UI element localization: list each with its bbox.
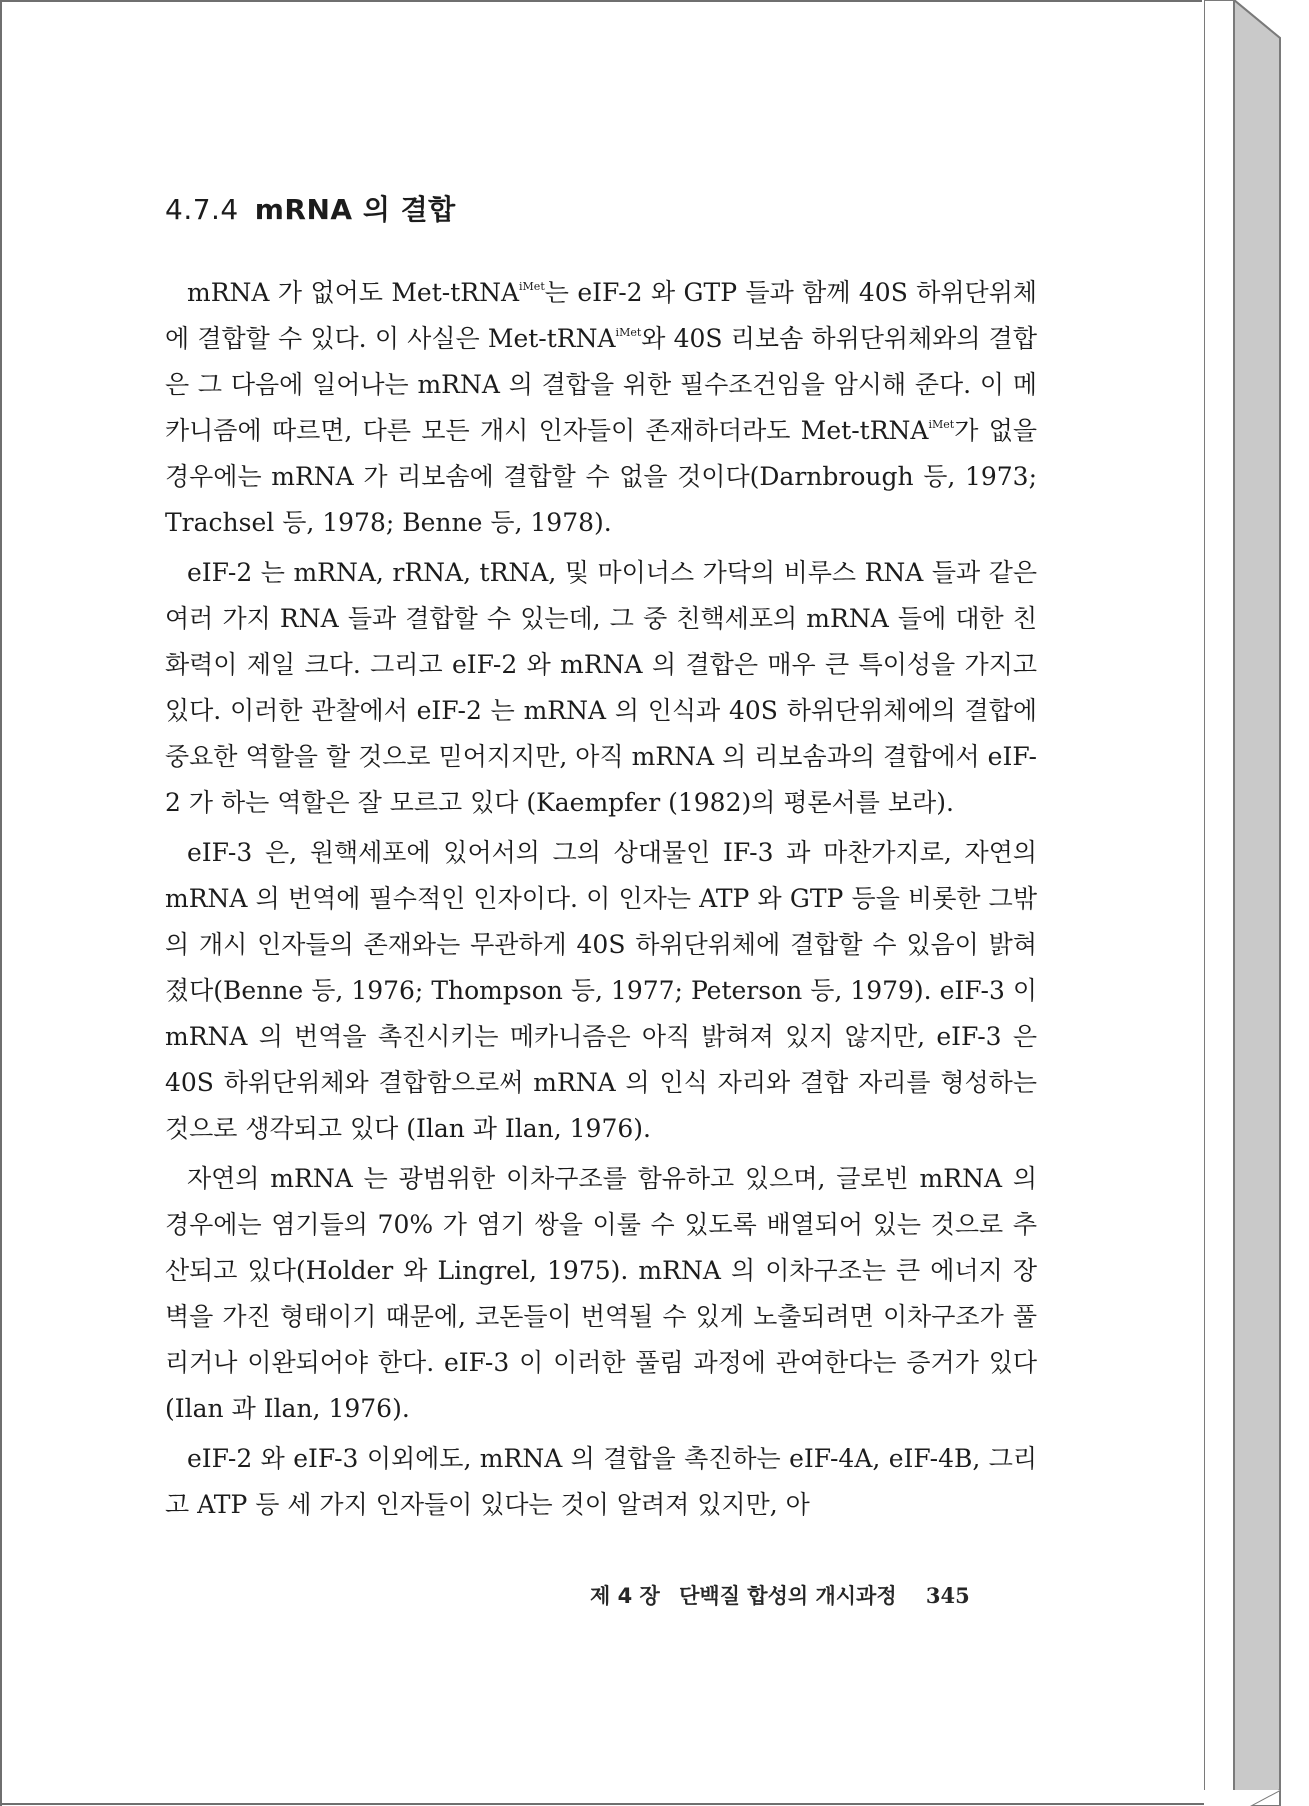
book-page-edge bbox=[1204, 0, 1309, 1806]
page-border-left bbox=[0, 0, 2, 1806]
paragraph-1-text-b: 는 eIF-2 와 GTP 들과 함께 40S 하위단위체에 결합할 수 있다. 이 사실은 Met-tRNA bbox=[165, 278, 1037, 353]
footer-chapter: 제 4 장 bbox=[590, 1584, 660, 1608]
page-border-bottom bbox=[0, 1803, 1228, 1805]
superscript-met: Met bbox=[522, 279, 545, 293]
section-number: 4.7.4 bbox=[165, 193, 239, 226]
paragraph-1 bbox=[165, 270, 1037, 546]
subscript-i: i bbox=[519, 279, 523, 293]
paragraph-3: eIF-3 은, 원핵세포에 있어서의 그의 상대물인 IF-3 과 마찬가지로, 자연의 mRNA 의 번역에 필수적인 인자이다. 이 인자는 ATP 와 GTP 등을 비롯한 그밖의 개시 인자들의 존재와는 무관하게 40S 하위단위체에 결합할 수 있음이 밝혀졌다(Benne 등, 1976; Thompson 등, 1977; Peterson 등, 1979). eIF-3 이 mRNA 의 번역을 촉진시키는 메카니즘은 아직 밝혀져 있지 않지만, eIF-3 은 40S 하위단위체와 결합함으로써 mRNA 의 인식 자리와 결합 자리를 형성하는 것으로 생각되고 있다 (Ilan 과 Ilan, 1976). bbox=[165, 838, 1037, 1143]
page-footer bbox=[590, 1580, 970, 1610]
section-title: mRNA 의 결합 bbox=[254, 193, 456, 226]
footer-title: 단백질 합성의 개시과정 bbox=[679, 1584, 897, 1608]
paragraph-1-text-d: 가 없을 경우에는 mRNA 가 리보솜에 결합할 수 없을 것이다(Darnbrough 등, 1973; Trachsel 등, 1978; Benne 등, 1978). bbox=[165, 416, 1037, 537]
page-number: 345 bbox=[925, 1583, 970, 1608]
subscript-i: i bbox=[615, 325, 620, 339]
paragraph-5: eIF-2 와 eIF-3 이외에도, mRNA 의 결합을 촉진하는 eIF-4A, eIF-4B, 그리고 ATP 등 세 가지 인자들이 있다는 것이 알려져 있지만, 아 bbox=[165, 1444, 1037, 1519]
page-edge-shadow bbox=[1234, 0, 1280, 1806]
book-spine-shape bbox=[1204, 0, 1309, 1806]
superscript-met: Met bbox=[932, 417, 955, 431]
paragraph-4: 자연의 mRNA 는 광범위한 이차구조를 함유하고 있으며, 글로빈 mRNA 의 경우에는 염기들의 70% 가 염기 쌍을 이룰 수 있도록 배열되어 있는 것으로 추산되고 있다(Holder 와 Lingrel, 1975). mRNA 의 이차구조는 큰 에너지 장벽을 가진 형태이기 때문에, 코돈들이 번역될 수 있게 노출되려면 이차구조가 풀리거나 이완되어야 한다. eIF-3 이 이러한 풀림 과정에 관여한다는 증거가 있다(Ilan 과 Ilan, 1976). bbox=[165, 1164, 1037, 1423]
paragraph-2: eIF-2 는 mRNA, rRNA, tRNA, 및 마이너스 가닥의 비루스 RNA 들과 같은 여러 가지 RNA 들과 결합할 수 있는데, 그 중 친핵세포의 mRNA 들에 대한 친화력이 제일 크다. 그리고 eIF-2 와 mRNA 의 결합은 매우 큰 특이성을 가지고 있다. 이러한 관찰에서 eIF-2 는 mRNA 의 인식과 40S 하위단위체에의 결합에 중요한 역할을 할 것으로 믿어지지만, 아직 mRNA 의 리보솜과의 결합에서 eIF-2 가 하는 역할은 잘 모르고 있다 (Kaempfer (1982)의 평론서를 보라). bbox=[165, 558, 1037, 817]
subscript-i: i bbox=[928, 417, 932, 431]
page-content bbox=[165, 188, 1037, 1532]
section-heading bbox=[165, 188, 1037, 228]
paragraph-1-text-c: 와 40S 리보솜 하위단위체와의 결합은 그 다음에 일어나는 mRNA 의 결합을 위한 필수조건임을 암시해 준다. 이 메카니즘에 따르면, 다른 모든 개시 인자들이 존재하더라도 Met-tRNA bbox=[165, 324, 1037, 445]
paragraph-1-text-a: mRNA 가 없어도 Met-tRNA bbox=[187, 278, 520, 307]
superscript-met: Met bbox=[619, 325, 642, 339]
page-border-top bbox=[0, 0, 1202, 2]
